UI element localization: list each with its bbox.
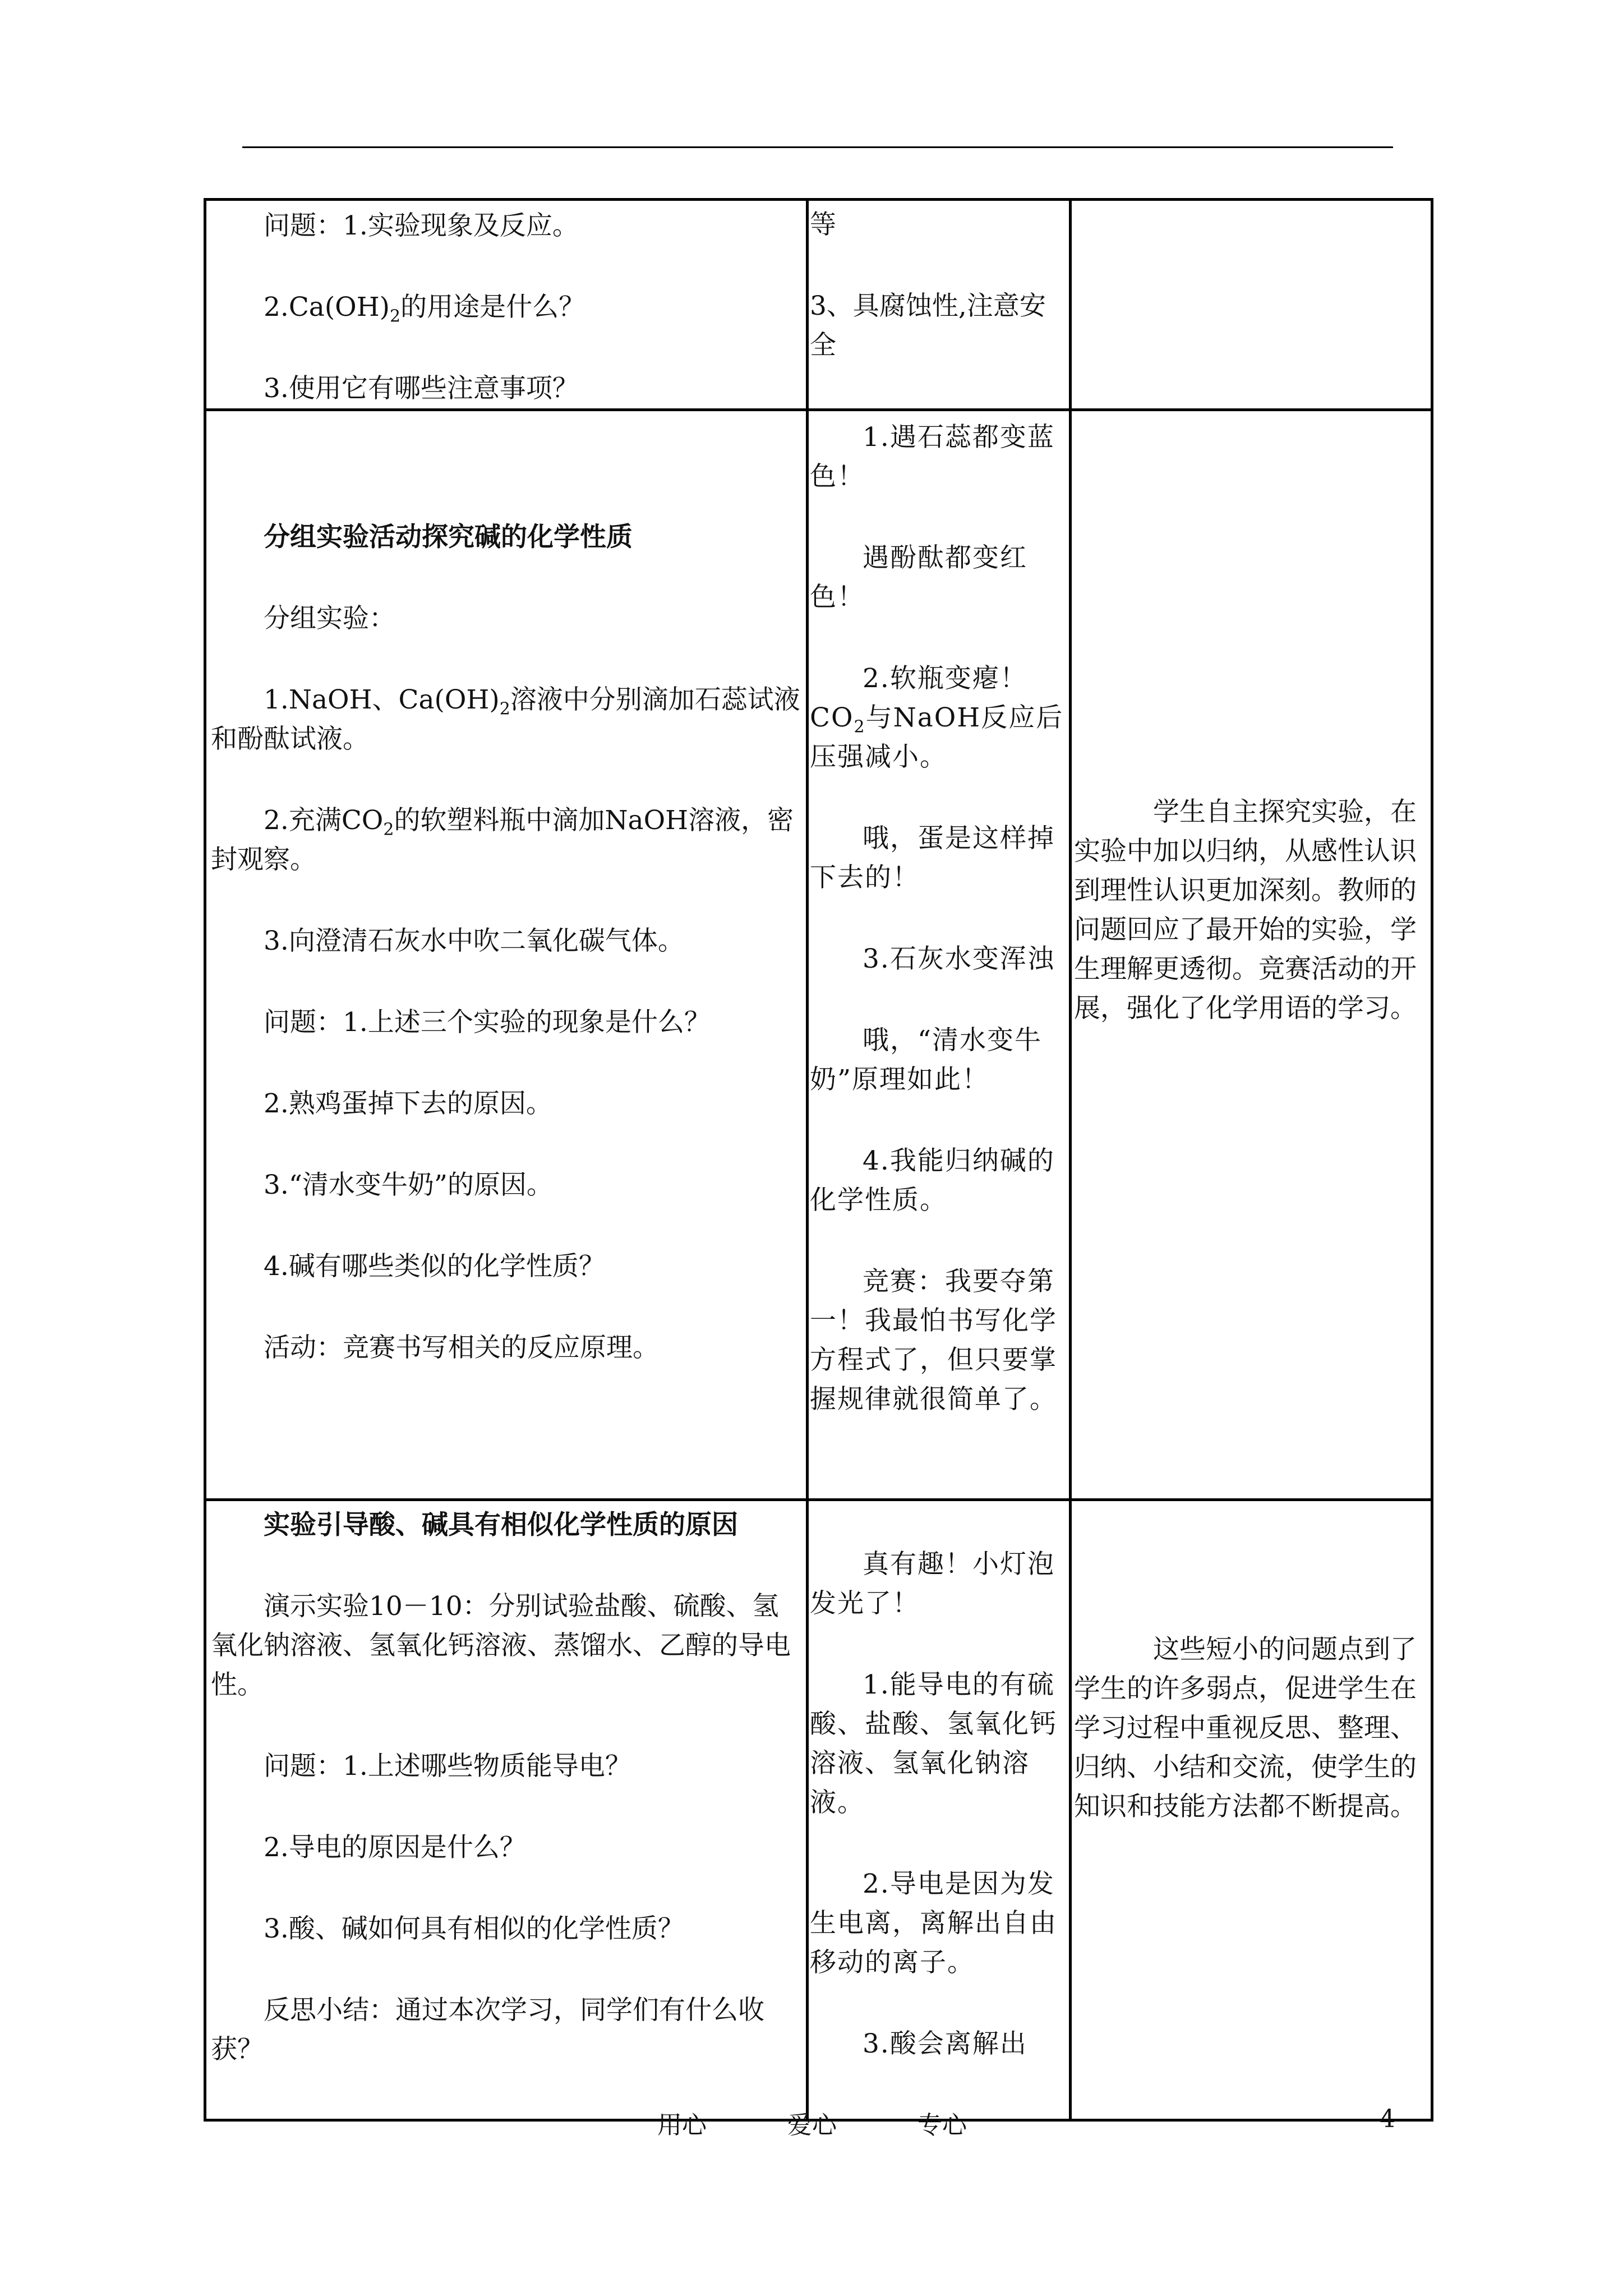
- teacher-activity-cell: [205, 1500, 808, 2120]
- section-heading: 分组实验活动探究碱的化学性质: [264, 522, 633, 553]
- paragraph: 2.熟鸡蛋掉下去的原因。: [264, 1088, 552, 1119]
- paragraph: 4.我能归纳碱的化学性质。: [810, 1145, 1055, 1216]
- teacher-activity-cell: [205, 200, 808, 410]
- student-activity-cell: [808, 200, 1071, 410]
- footer-motto-word: 用心: [657, 2111, 707, 2139]
- paragraph: 1.遇石蕊都变蓝色！: [810, 422, 1055, 492]
- paragraph: 遇酚酞都变红色！: [810, 542, 1027, 613]
- paragraph: $2.Ca(OH)_2$的用途是什么？: [264, 292, 585, 326]
- paragraph: 活动：竞赛书写相关的反应原理。: [264, 1332, 659, 1363]
- teacher-activity-cell: [205, 410, 808, 1500]
- paragraph: 2.充满$CO_2$的软塑料瓶中滴加NaOH溶液，密封观察。: [211, 805, 794, 875]
- paragraph: 竞赛：我要夺第一！我最怕书写化学方程式了，但只要掌握规律就很简单了。: [810, 1266, 1057, 1415]
- table-row: [205, 1500, 1432, 2120]
- design-intent-cell: [1071, 1500, 1432, 2120]
- paragraph: 3.使用它有哪些注意事项？: [264, 373, 579, 404]
- paragraph: 1.能导电的有硫酸、盐酸、氢氧化钙溶液、氢氧化钠溶液。: [810, 1669, 1057, 1818]
- paragraph: 3.向澄清石灰水中吹二氧化碳气体。: [264, 926, 684, 956]
- lesson-plan-table: [204, 198, 1433, 2122]
- paragraph: 4.碱有哪些类似的化学性质？: [264, 1251, 605, 1282]
- header-rule: [242, 146, 1393, 148]
- paragraph: 问题：1.实验现象及反应。: [264, 210, 579, 241]
- paragraph: 学生自主探究实验，在实验中加以归纳，从感性认识到理性认识更加深刻。教师的问题回应了最开始的实验，学生理解更透彻。竞赛活动的开展，强化了化学用语的学习。: [1074, 797, 1417, 1024]
- paragraph: 问题：1.上述哪些物质能导电？: [264, 1751, 631, 1782]
- paragraph: 等: [810, 209, 836, 240]
- paragraph: 3.石灰水变浑浊: [863, 944, 1055, 974]
- paragraph: 3、具腐蚀性,注意安全: [810, 291, 1046, 361]
- paragraph: 哦，“清水变牛奶”原理如此！: [810, 1025, 1043, 1095]
- design-intent-cell: [1071, 410, 1432, 1500]
- table-row: [205, 200, 1432, 410]
- paragraph: 3.酸、碱如何具有相似的化学性质？: [264, 1913, 684, 1944]
- footer-motto: [657, 2105, 1040, 2141]
- paragraph: 分组实验：: [264, 603, 395, 634]
- paragraph: 真有趣！小灯泡发光了！: [810, 1549, 1055, 1619]
- paragraph: 3.酸会离解出: [863, 2028, 1027, 2059]
- paragraph: 2.导电的原因是什么？: [264, 1832, 526, 1863]
- section-heading: 实验引导酸、碱具有相似化学性质的原因: [264, 1510, 738, 1540]
- footer-motto-word: 爱心: [787, 2111, 837, 2139]
- design-intent-cell: [1071, 200, 1432, 410]
- student-activity-cell: [808, 410, 1071, 1500]
- paragraph: 反思小结：通过本次学习，同学们有什么收获？: [211, 1995, 764, 2065]
- paragraph: 问题：1.上述三个实验的现象是什么？: [264, 1007, 711, 1038]
- paragraph: 2.软瓶变瘪！ $CO_2$与NaOH反应后压强减小。: [810, 663, 1064, 772]
- footer-motto-word: 专心: [917, 2111, 967, 2139]
- paragraph: 1.NaOH、$Ca(OH)_2$溶液中分别滴加石蕊试液和酚酞试液。: [211, 684, 800, 754]
- student-activity-cell: [808, 1500, 1071, 2120]
- paragraph: 3.“清水变牛奶”的原因。: [264, 1170, 553, 1200]
- paragraph: 演示实验10－10：分别试验盐酸、硫酸、氢氧化钠溶液、氢氧化钙溶液、蒸馏水、乙醇的导电性。: [211, 1591, 791, 1700]
- paragraph: 哦，蛋是这样掉下去的！: [810, 823, 1055, 893]
- paragraph: 这些短小的问题点到了学生的许多弱点，促进学生在学习过程中重视反思、整理、归纳、小结和交流，使学生的知识和技能方法都不断提高。: [1074, 1634, 1417, 1822]
- page-number: 4: [1380, 2105, 1395, 2133]
- table-row: [205, 410, 1432, 1500]
- paragraph: 2.导电是因为发生电离，离解出自由移动的离子。: [810, 1869, 1057, 1978]
